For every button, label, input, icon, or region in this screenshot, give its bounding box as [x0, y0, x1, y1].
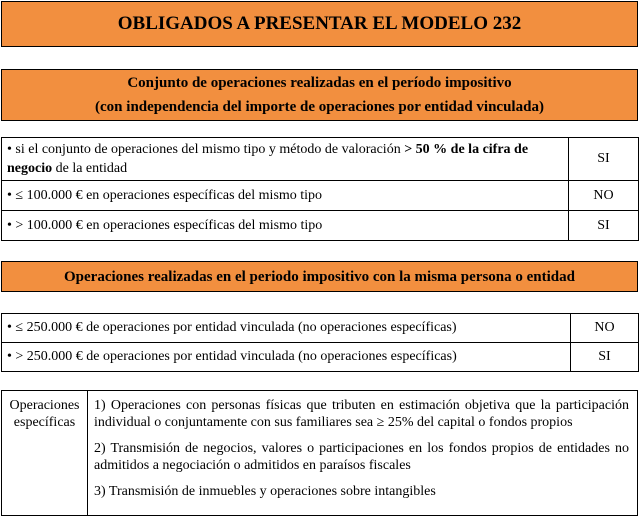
note-item: 2) Transmisión de negocios, valores o participaciones en los fondos propios de entidades no admitidos a negociación o admitidos en paraísos fiscales — [94, 441, 629, 473]
row-text — [2, 138, 569, 181]
note-item: 1) Operaciones con personas físicas que tributen en estimación objetiva que la participación individual o conjuntamente con sus familiares sea ≥ 25% del capital o fondos propios — [94, 398, 629, 430]
row-text: • ≤ 100.000 € en operaciones específicas del mismo tipo — [2, 181, 569, 211]
section2-table — [1, 313, 639, 372]
section2-header — [1, 261, 638, 292]
note-label: Operaciones específicas — [2, 391, 88, 515]
operaciones-especificas-box — [1, 390, 638, 516]
note-item: 3) Transmisión de inmuebles y operaciones sobre intangibles — [94, 484, 436, 499]
table-row — [2, 181, 639, 211]
row-answer: NO — [571, 314, 639, 343]
table-row — [2, 343, 639, 372]
section1-heading-line2: (con independencia del importe de operaciones por entidad vinculada) — [95, 99, 544, 115]
table-row — [2, 211, 639, 241]
row-text-bold: > 50 % de la cifra de negocio — [7, 142, 529, 176]
table-row — [2, 314, 639, 343]
section1-header — [1, 69, 638, 121]
row-answer: SI — [571, 343, 639, 372]
section2-heading: Operaciones realizadas en el periodo impositivo con la misma persona o entidad — [64, 268, 575, 285]
row-text-tail: de la entidad — [52, 161, 128, 176]
row-answer: SI — [569, 138, 639, 181]
section1-table — [1, 137, 639, 241]
section1-heading-line1: Conjunto de operaciones realizadas en el período impositivo — [127, 75, 512, 91]
table-row — [2, 138, 639, 181]
note-body — [88, 391, 637, 515]
row-text: • ≤ 250.000 € de operaciones por entidad vinculada (no operaciones específicas) — [2, 314, 571, 343]
row-answer: NO — [569, 181, 639, 211]
page-title: OBLIGADOS A PRESENTAR EL MODELO 232 — [1, 1, 638, 47]
row-text-plain: • si el conjunto de operaciones del mismo tipo y método de valoración — [7, 142, 405, 157]
row-answer: SI — [569, 211, 639, 241]
row-text: • > 100.000 € en operaciones específicas del mismo tipo — [2, 211, 569, 241]
row-text: • > 250.000 € de operaciones por entidad vinculada (no operaciones específicas) — [2, 343, 571, 372]
